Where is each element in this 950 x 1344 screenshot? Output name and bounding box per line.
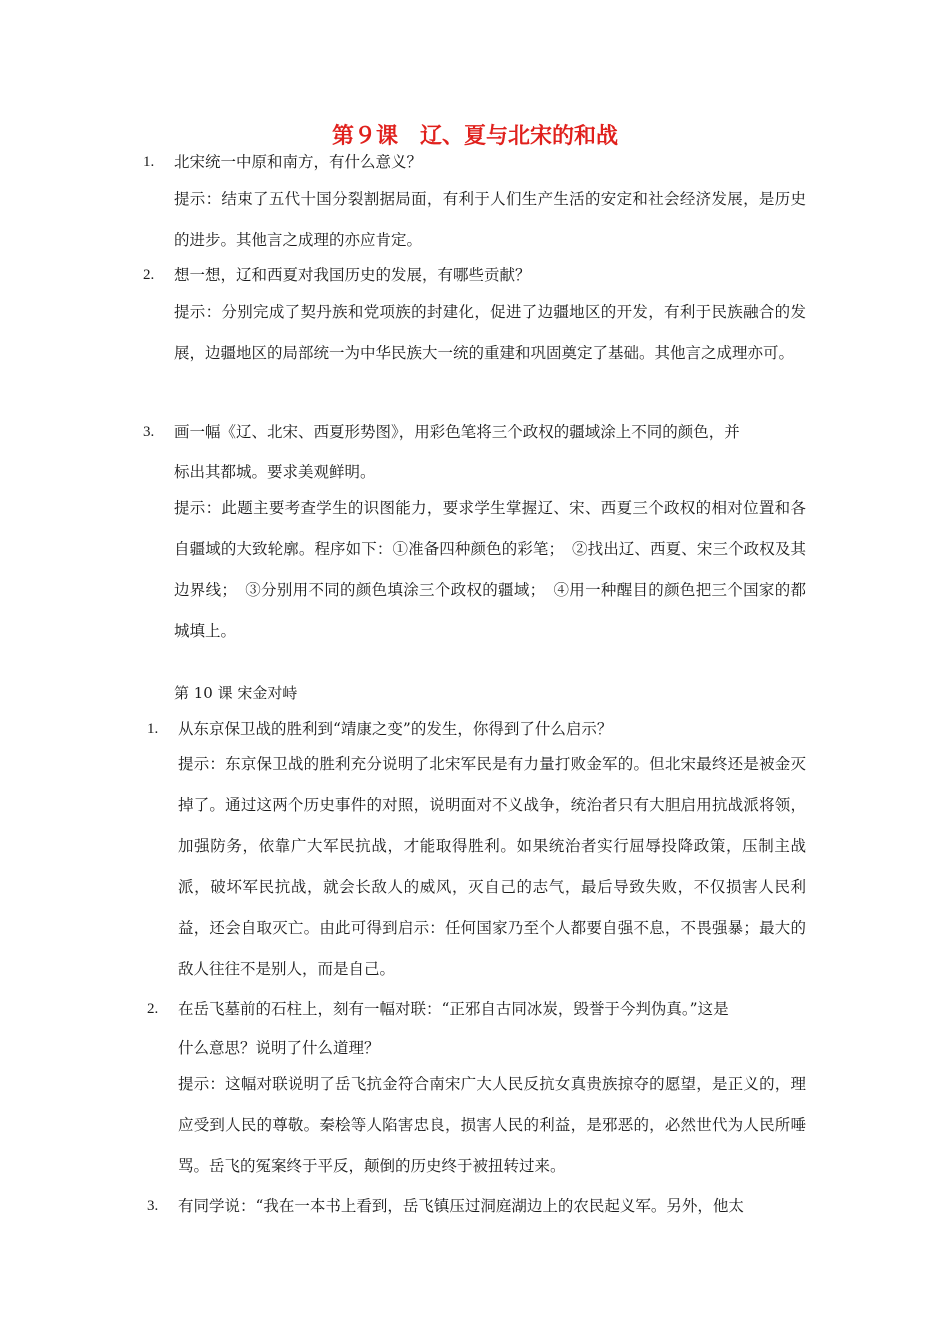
- l9-q3-question-line2: 标出其都城。要求美观鲜明。: [174, 463, 376, 481]
- l10-q2-question-line2: 什么意思？说明了什么道理？: [178, 1039, 380, 1057]
- l9-q1-hint: 提示：结束了五代十国分裂割据局面，有利于人们生产生活的安定和社会经济发展，是历史的进步。其他言之成理的亦应肯定。: [174, 190, 806, 249]
- l10-q2-number: 2.: [147, 1001, 159, 1017]
- l9-q3-question-line1: 画一幅《辽、北宋、西夏形势图》，用彩色笔将三个政权的疆域涂上不同的颜色，并: [174, 423, 740, 441]
- l9-q3-hint: 提示：此题主要考查学生的识图能力，要求学生掌握辽、宋、西夏三个政权的相对位置和各自疆域的大致轮廓。程序如下：①准备四种颜色的彩笔； ②找出辽、西夏、宋三个政权及其边界线； ③分别用不同的颜色填涂三个政权的疆域； ④用一种醒目的颜色把三个国家的都城填上。: [174, 499, 806, 640]
- l10-q1-question: 从东京保卫战的胜利到“靖康之变”的发生，你得到了什么启示？: [178, 720, 613, 738]
- l9-q2-number: 2.: [143, 267, 155, 283]
- l9-q2-question: 想一想，辽和西夏对我国历史的发展，有哪些贡献？: [174, 266, 531, 284]
- l10-q1-hint: 提示：东京保卫战的胜利充分说明了北宋军民是有力量打败金军的。但北宋最终还是被金灭掉了。通过这两个历史事件的对照，说明面对不义战争，统治者只有大胆启用抗战派将领，加强防务，依靠广大军民抗战，才能取得胜利。如果统治者实行屈辱投降政策，压制主战派，破坏军民抗战，就会长敌人的威风，灭自己的志气，最后导致失败，不仅损害人民利益，还会自取灭亡。由此可得到启示：任何国家乃至个人都要自强不息，不畏强暴；最大的敌人往往不是别人，而是自己。: [178, 755, 806, 978]
- l10-q2-question-line1: 在岳飞墓前的石柱上，刻有一幅对联：“正邪自古同冰炭，毁誉于今判伪真。”这是: [178, 1000, 729, 1018]
- l9-q1-number: 1.: [143, 154, 155, 170]
- l9-q1-question: 北宋统一中原和南方，有什么意义？: [174, 153, 423, 171]
- lesson9-title: 第９课 辽、夏与北宋的和战: [331, 124, 618, 149]
- l10-q1-number: 1.: [147, 721, 159, 737]
- l10-q2-hint: 提示：这幅对联说明了岳飞抗金符合南宋广大人民反抗女真贵族掠夺的愿望，是正义的，理应受到人民的尊敬。秦桧等人陷害忠良，损害人民的利益，是邪恶的，必然世代为人民所唾骂。岳飞的冤案终于平反，颠倒的历史终于被扭转过来。: [178, 1075, 806, 1175]
- l9-q2-hint: 提示：分别完成了契丹族和党项族的封建化，促进了边疆地区的开发，有利于民族融合的发展，边疆地区的局部统一为中华民族大一统的重建和巩固奠定了基础。其他言之成理亦可。: [174, 303, 806, 362]
- lesson10-title: 第 10 课 宋金对峙: [174, 684, 298, 702]
- l9-q3-number: 3.: [143, 424, 155, 440]
- l10-q3-number: 3.: [147, 1198, 159, 1214]
- l10-q3-question: 有同学说：“我在一本书上看到，岳飞镇压过洞庭湖边上的农民起义军。另外，他太: [178, 1197, 744, 1215]
